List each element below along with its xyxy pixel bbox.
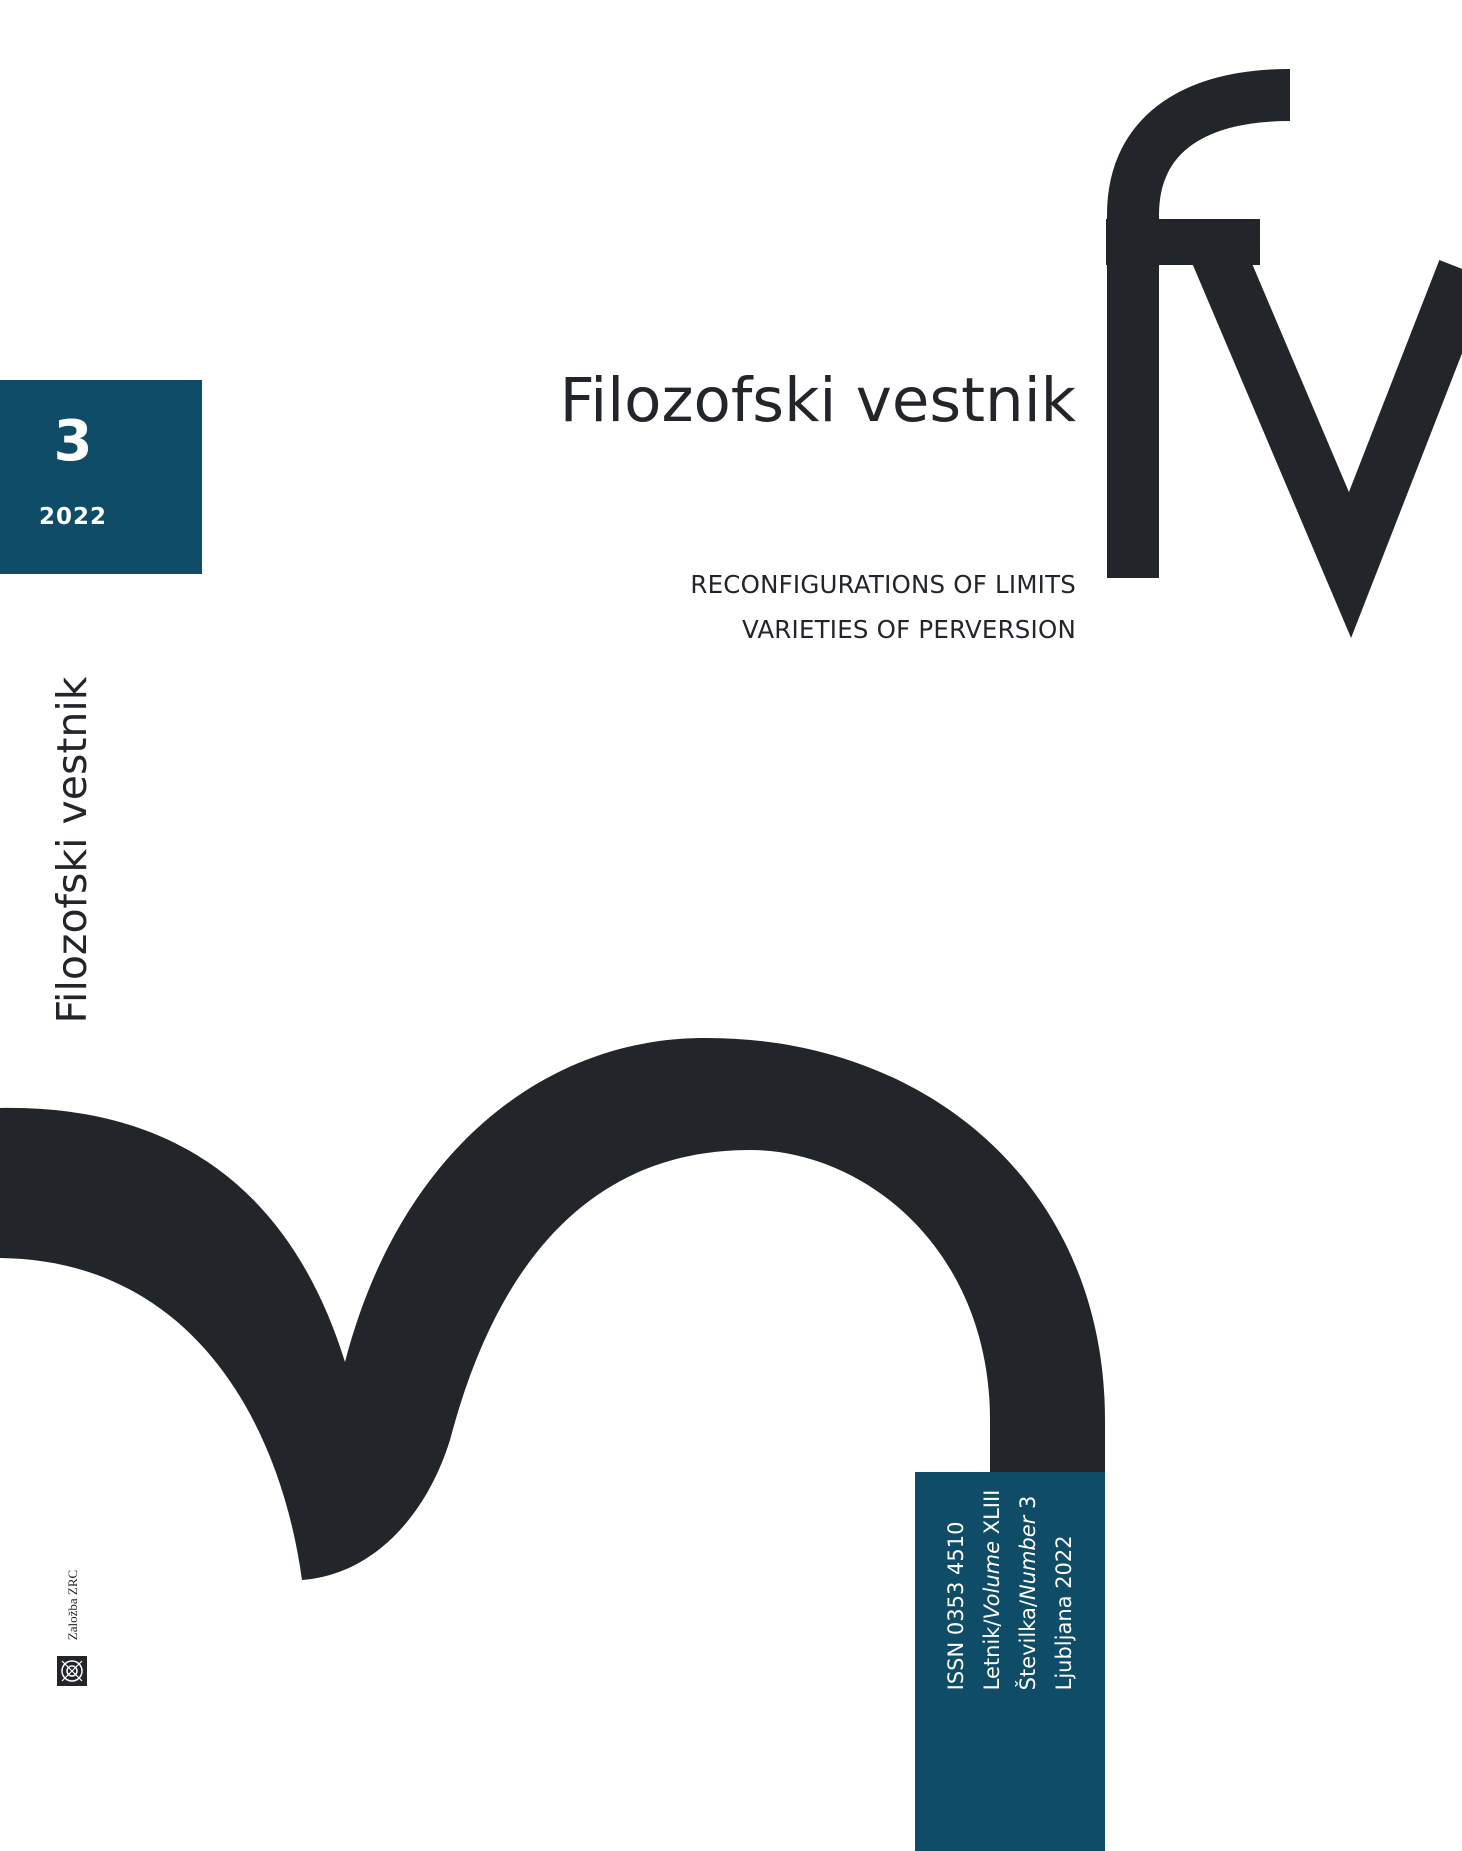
monogram-f-graphic bbox=[1106, 95, 1462, 578]
number-line: Številka/Number 3 bbox=[1016, 1495, 1040, 1691]
publication-info bbox=[938, 1490, 1082, 1691]
issn-line: ISSN 0353 4510 bbox=[944, 1521, 968, 1691]
publisher-name: Založba ZRC bbox=[65, 1569, 80, 1641]
journal-title: Filozofski vestnik bbox=[559, 365, 1076, 436]
place-year-line: Ljubljana 2022 bbox=[1052, 1535, 1076, 1691]
publisher-logo-icon bbox=[57, 1656, 87, 1686]
issue-box bbox=[0, 380, 202, 574]
theme-1: RECONFIGURATIONS OF LIMITS bbox=[690, 570, 1076, 599]
theme-2: VARIETIES OF PERVERSION bbox=[741, 615, 1076, 644]
issue-number: 3 bbox=[53, 409, 93, 474]
volume-line: Letnik/Volume XLIII bbox=[980, 1489, 1004, 1691]
spine-title: Filozofski vestnik bbox=[48, 676, 96, 1024]
issue-year: 2022 bbox=[38, 504, 107, 530]
